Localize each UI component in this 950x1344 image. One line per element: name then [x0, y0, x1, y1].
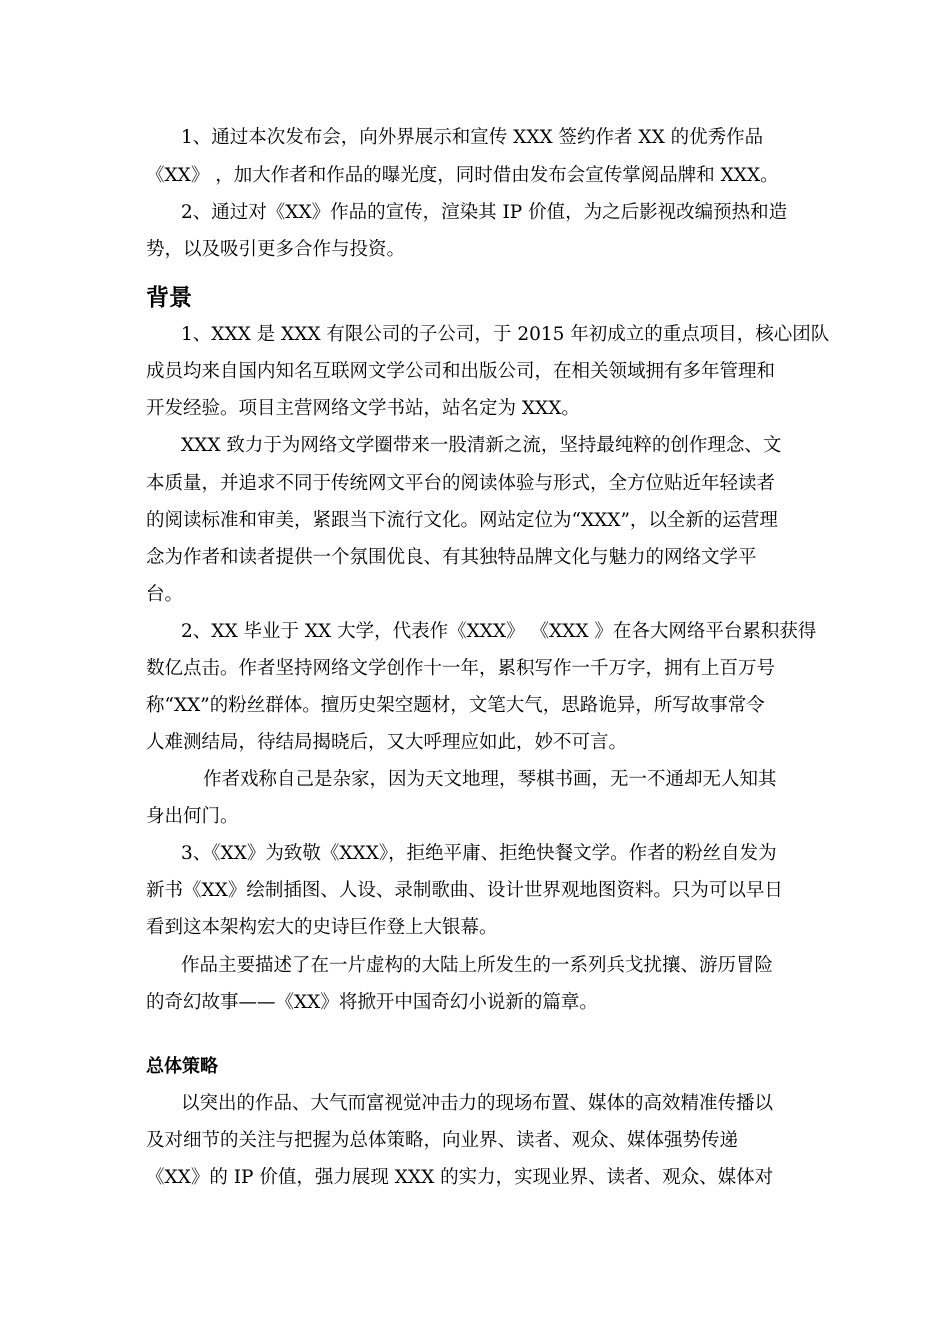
text-line: XXX 致力于为网络文学圈带来一股清新之流，坚持最纯粹的创作理念、文	[181, 435, 782, 456]
section-heading-background: 背景	[146, 285, 192, 311]
text-line: 以突出的作品、大气而富视觉冲击力的现场布置、媒体的高效精准传播以	[181, 1093, 774, 1114]
text-line: 人难测结局，待结局揭晓后，又大呼理应如此，妙不可言。	[146, 732, 628, 753]
text-line: 开发经验。项目主营网络文学书站，站名定为 XXX。	[146, 398, 580, 419]
text-line: 作者戏称自己是杂家，因为天文地理，琴棋书画，无一不通却无人知其	[203, 769, 777, 790]
text-line: 数亿点击。作者坚持网络文学创作十一年，累积写作一千万字，拥有上百万号	[146, 658, 776, 679]
text-line: 念为作者和读者提供一个氛围优良、有其独特品牌文化与魅力的网络文学平	[146, 547, 757, 568]
text-line: 身出何门。	[146, 806, 239, 827]
text-line: 2、XX 毕业于 XX 大学，代表作《XXX》 《XXX 》在各大网络平台累积获得	[181, 621, 817, 642]
text-line: 势，以及吸引更多合作与投资。	[146, 239, 406, 260]
text-line: 《XX》的 IP 价值，强力展现 XXX 的实力，实现业界、读者、观众、媒体对	[146, 1167, 774, 1188]
text-line: 及对细节的关注与把握为总体策略，向业界、读者、观众、媒体强势传递	[146, 1130, 739, 1151]
text-line: 的阅读标准和审美，紧跟当下流行文化。网站定位为“XXX”，以全新的运营理	[146, 510, 778, 531]
text-line: 2、通过对《XX》作品的宣传，渲染其 IP 价值，为之后影视改编预热和造	[181, 202, 788, 223]
text-line: 成员均来自国内知名互联网文学公司和出版公司，在相关领域拥有多年管理和	[146, 361, 776, 382]
text-line: 《XX》 ，加大作者和作品的曝光度，同时借由发布会宣传掌阅品牌和 XXX。	[146, 165, 779, 186]
text-line: 的奇幻故事——《XX》将掀开中国奇幻小说新的篇章。	[146, 992, 598, 1013]
text-line: 作品主要描述了在一片虚构的大陆上所发生的一系列兵戈扰攘、游历冒险	[181, 955, 774, 976]
section-heading-strategy: 总体策略	[146, 1056, 218, 1077]
text-line: 1、通过本次发布会，向外界展示和宣传 XXX 签约作者 XX 的优秀作品	[181, 127, 764, 148]
text-line: 台。	[146, 584, 184, 605]
text-line: 称“XX”的粉丝群体。擅历史架空题材，文笔大气，思路诡异，所写故事常令	[146, 695, 765, 716]
text-line: 新书《XX》绘制插图、人设、录制歌曲、设计世界观地图资料。只为可以早日	[146, 880, 783, 901]
text-line: 本质量，并追求不同于传统网文平台的阅读体验与形式，全方位贴近年轻读者	[146, 473, 776, 494]
text-line: 看到这本架构宏大的史诗巨作登上大银幕。	[146, 917, 498, 938]
text-line: 1、XXX 是 XXX 有限公司的子公司，于 2015 年初成立的重点项目，核心团队	[181, 324, 830, 345]
text-line: 3、《XX》为致敬《XXX》，拒绝平庸、拒绝快餐文学。作者的粉丝自发为	[181, 843, 777, 864]
